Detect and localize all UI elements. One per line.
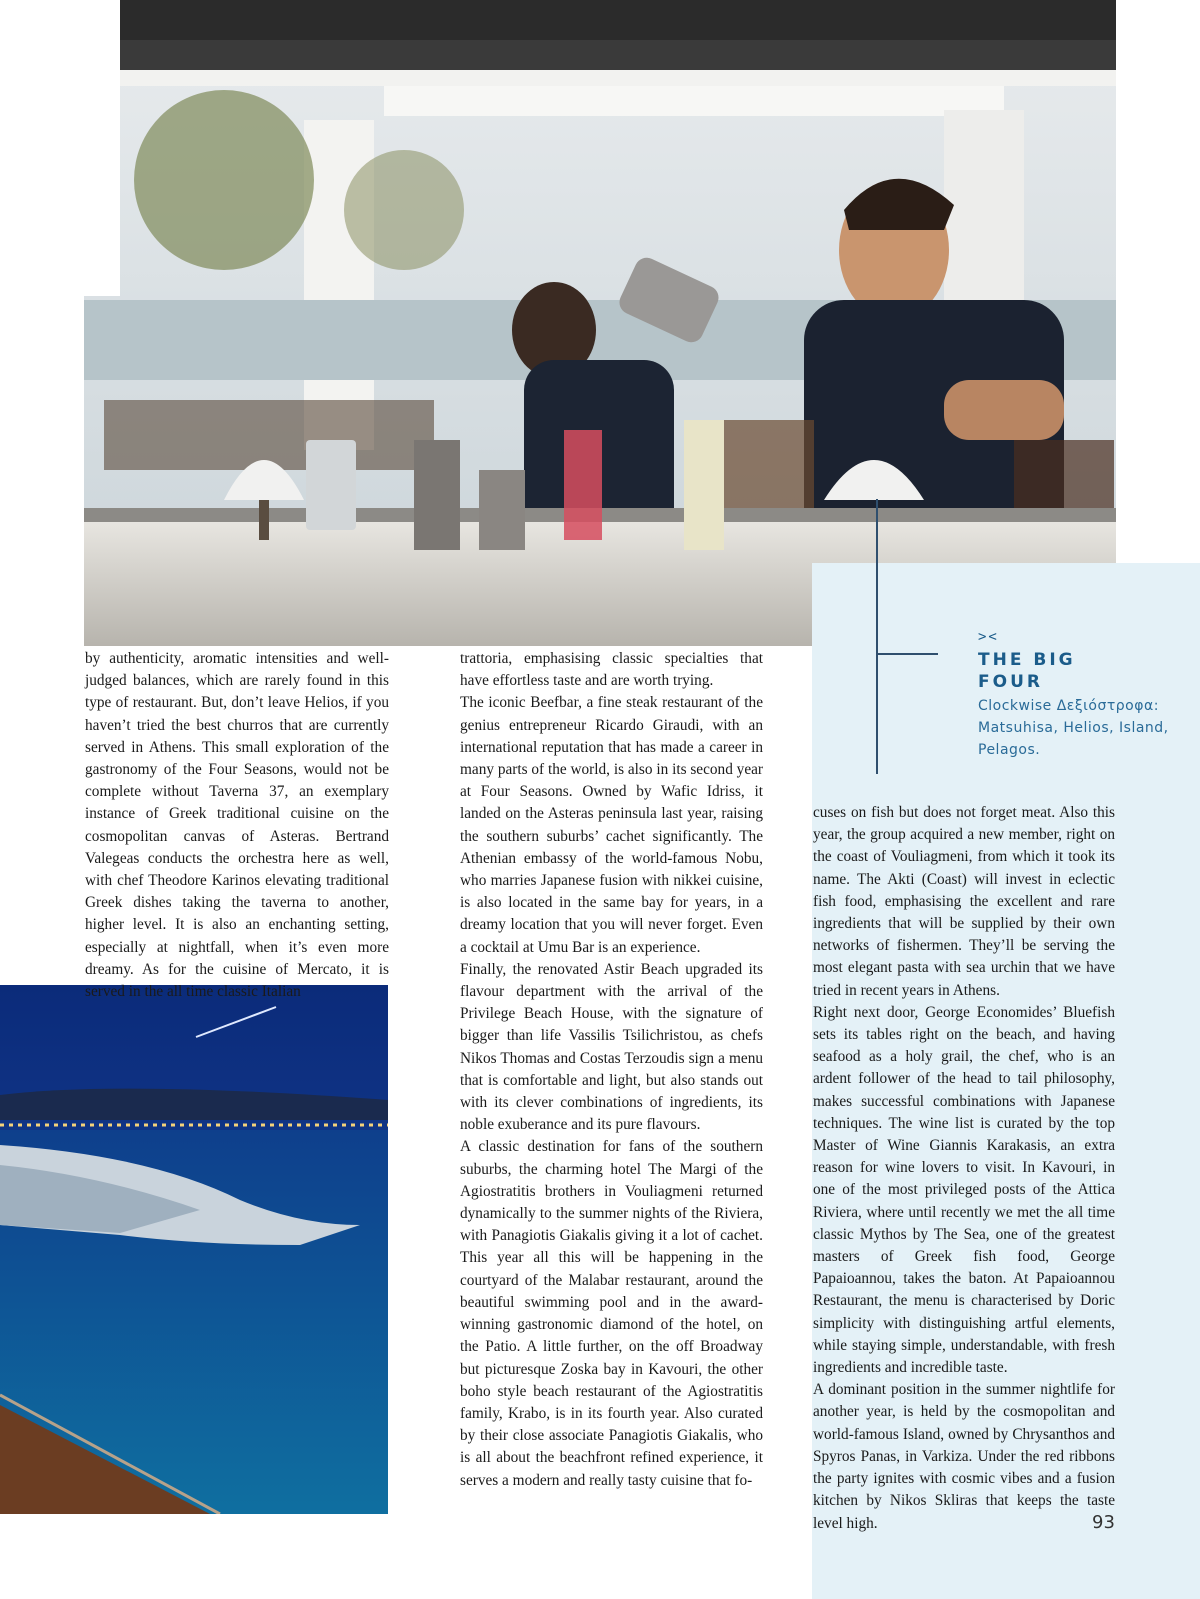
paragraph: trattoria, emphasising classic specialties that have effortless taste and are worth trying. bbox=[460, 650, 763, 690]
page-number: 93 bbox=[1092, 1512, 1115, 1533]
text-column-3 bbox=[813, 802, 1115, 1535]
sea-night-photo bbox=[0, 985, 388, 1514]
paragraph: cuses on fish but does not forget meat. Also this year, the group acquired a new member, right on the coast of Vouliagmeni, from which it took its name. The Akti (Coast) will invest in eclectic fish food, emphasising the excellent and rare ingredients that will be supplied by their own networks of fishermen. They’ll be serving the most elegant pasta with sea urchin that we have tried in recent years in Athens. bbox=[813, 804, 1115, 999]
caption-horizontal-rule bbox=[876, 653, 938, 655]
caption-heading: THE BIG FOUR bbox=[978, 650, 1076, 692]
paragraph: A classic destination for fans of the southern suburbs, the charming hotel The Margi of the Agiostratitis brothers in Vouliagmeni returned dynamically to the summer nights of the Riviera, with Panagiotis Giakalis giving it a lot of cachet. This year all this will be happening in the courtyard of the Malabar restaurant, around the beautiful swimming pool and in the award-winning gastronomic diamond of the hotel, on the Patio. A little further, on the off Broadway but picturesque Zoska bay in Kavouri, the other boho style beach restaurant of the Agiostratitis family, Krabo, is in its fourth year. Also curated by their close associate Panagiotis Giakalis, who is all about the beachfront refined experience, it serves a modern and really tasty cuisine that fo- bbox=[460, 1138, 763, 1489]
paragraph: by authenticity, aromatic intensities and well-judged balances, which are rarely found in this type of restaurant. But, don’t leave Helios, if you haven’t tried the best churros that are currently served in Athens. This small exploration of the gastronomy of the Four Seasons, would not be complete without Taverna 37, an exemplary instance of Greek traditional cuisine on the cosmopolitan canvas of Asteras. Bertrand Valegeas conducts the orchestra here as well, with chef Theodore Karinos elevating traditional Greek dishes taking the taverna to another, higher level. It is also an enchanting setting, especially at nightfall, when it’s even more dreamy. As for the cuisine of Mercato, it is served in the all time classic Italian bbox=[85, 650, 389, 1001]
bar-scene-illustration bbox=[84, 0, 1116, 646]
paragraph: A dominant position in the summer nightlife for another year, is held by the cosmopolitan and world-famous Island, owned by Chrysanthos and Spyros Panas, in Varkiza. Under the red ribbons the party ignites with cosmic vibes and a fusion kitchen by Nikos Skliras that keeps the taste level high. bbox=[813, 1381, 1115, 1532]
text-column-1 bbox=[85, 648, 389, 1003]
caption-text: Clockwise Δεξιόστροφα: Matsuhisa, Helios, Island, Pelagos. bbox=[978, 698, 1169, 758]
caption-mark: >< bbox=[978, 629, 999, 645]
paragraph: The iconic Beefbar, a fine steak restaurant of the genius entrepreneur Ricardo Giraudi, with an international reputation that has made a career in many parts of the world, is also in its second year at Four Seasons. Owned by Wafic Idriss, it landed on the Asteras peninsula last year, raising the southern suburbs’ cachet significantly. The Athenian embassy of the world-famous Nobu, who marries Japanese fusion with nikkei cuisine, is also located in the same bay for years, in a dreamy location that you will never forget. Even a cocktail at Umu Bar is an experience. bbox=[460, 694, 763, 956]
bar-photo bbox=[84, 0, 1116, 646]
text-column-2 bbox=[460, 648, 763, 1492]
seascape-illustration bbox=[0, 985, 388, 1514]
paragraph: Finally, the renovated Astir Beach upgraded its flavour department with the arrival of the Privilege Beach House, with the signature of bigger than life Vassilis Tsilichristou, as chefs Nikos Thomas and Costas Terzoudis sign a menu that is comfortable and light, but also stands out with its clever combinations of ingredients, its noble exuberance and its pure flavours. bbox=[460, 960, 763, 1134]
photo-caption bbox=[978, 629, 1188, 761]
caption-vertical-rule bbox=[876, 499, 878, 774]
paragraph: Right next door, George Economides’ Bluefish sets its tables right on the beach, and having seafood as a holy grail, the chef, who is an ardent follower of the head to tail philosophy, makes successful combinations with Japanese techniques. The wine list is curated by the top Master of Wine Giannis Karakasis, an extra reason for wine lovers to visit. In Kavouri, in one of the most privileged posts of the Attica Riviera, where until recently we met the all time classic Mythos by The Sea, one of the greatest masters of Greek fish food, George Papaioannou, takes the baton. At Papaioannou Restaurant, the menu is characterised by Doric simplicity with distinguishing artful elements, while staying simple, understandable, with fresh ingredients and incredible taste. bbox=[813, 1003, 1115, 1377]
